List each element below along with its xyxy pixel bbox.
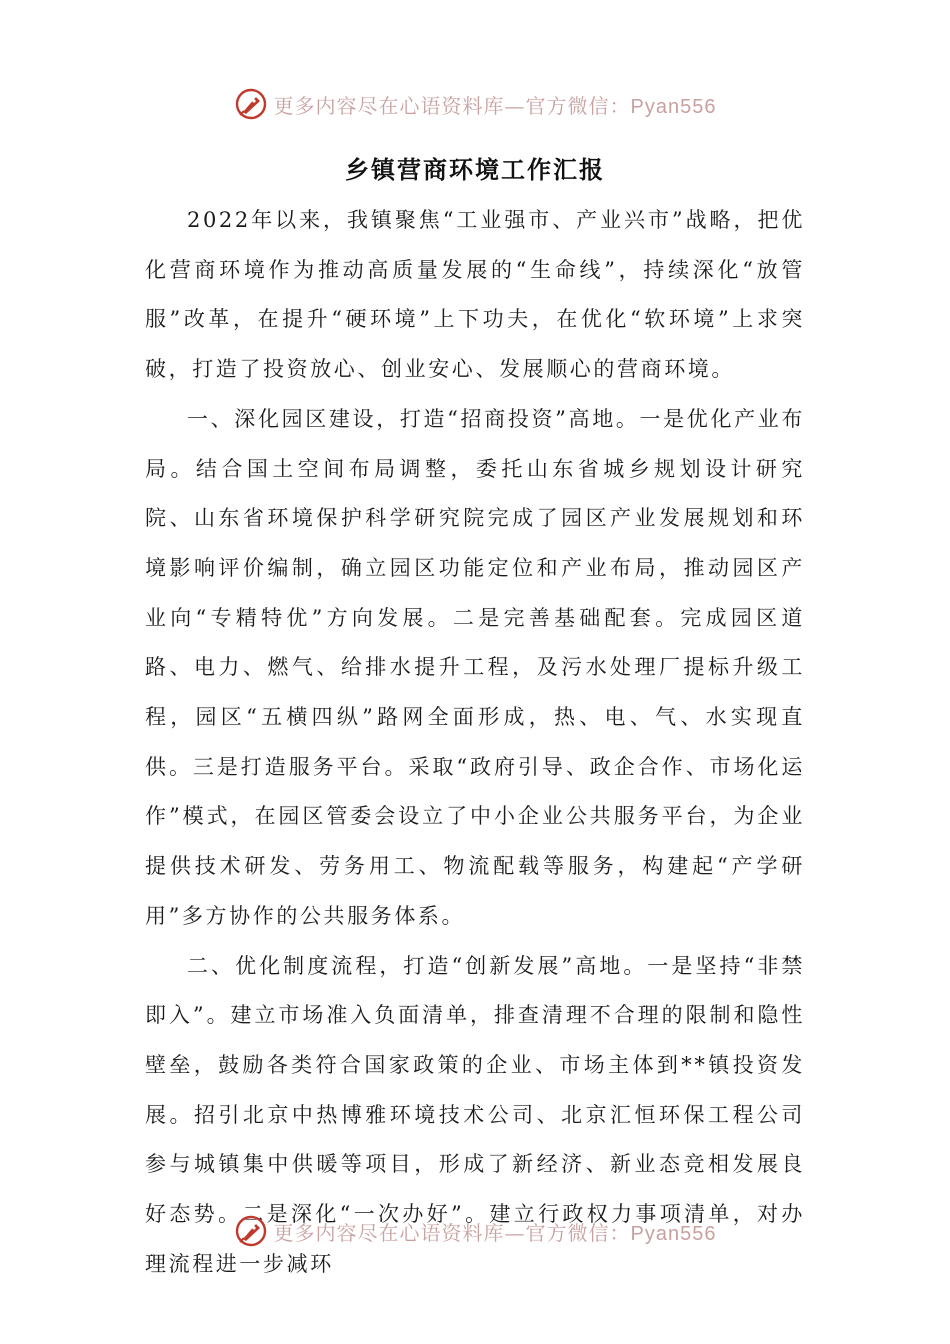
- pen-nib-logo-icon: [234, 1214, 268, 1248]
- paragraph-section-2: 二、优化制度流程，打造“创新发展”高地。一是坚持“非禁即入”。建立市场准入负面清单，排查清理不合理的限制和隐性壁垒，鼓励各类符合国家政策的企业、市场主体到**镇投资发展。招引北京中热博雅环境技术公司、北京汇恒环保工程公司参与城镇集中供暖等项目，形成了新经济、新业态竞相发展良好态势。二是深化“一次办好”。建立行政权力事项清单，对办理流程进一步减环: [145, 953, 805, 1276]
- watermark-text: [274, 1217, 717, 1246]
- watermark-text: [274, 90, 717, 119]
- document-title: 乡镇营商环境工作汇报: [345, 155, 605, 184]
- footer-watermark: [0, 1211, 950, 1251]
- paragraph-intro: 2022年以来，我镇聚焦“工业强市、产业兴市”战略，把优化营商环境作为推动高质量发展的“生命线”，持续深化“放管服”改革，在提升“硬环境”上下功夫，在优化“软环境”上求突破，打造了投资放心、创业安心、发展顺心的营商环境。: [145, 208, 805, 382]
- paragraph-section-1: 一、深化园区建设，打造“招商投资”高地。一是优化产业布局。结合国土空间布局调整，委托山东省城乡规划设计研究院、山东省环境保护科学研究院完成了园区产业发展规划和环境影响评价编制，确立园区功能定位和产业布局，推动园区产业向“专精特优”方向发展。二是完善基础配套。完成园区道路、电力、燃气、给排水提升工程，及污水处理厂提标升级工程，园区“五横四纵”路网全面形成，热、电、气、水实现直供。三是打造服务平台。采取“政府引导、政企合作、市场化运作”模式，在园区管委会设立了中小企业公共服务平台，为企业提供技术研发、劳务用工、物流配载等服务，构建起“产学研用”多方协作的公共服务体系。: [145, 406, 805, 928]
- header-watermark: [0, 84, 950, 124]
- watermark-label: 更多内容尽在心语资料库—官方微信：: [273, 93, 631, 118]
- pen-nib-logo-icon: [234, 87, 268, 121]
- document-body: [145, 196, 805, 1289]
- watermark-id: Pyan556: [630, 1222, 717, 1245]
- watermark-label: 更多内容尽在心语资料库—官方微信：: [273, 1220, 631, 1245]
- watermark-id: Pyan556: [630, 95, 717, 118]
